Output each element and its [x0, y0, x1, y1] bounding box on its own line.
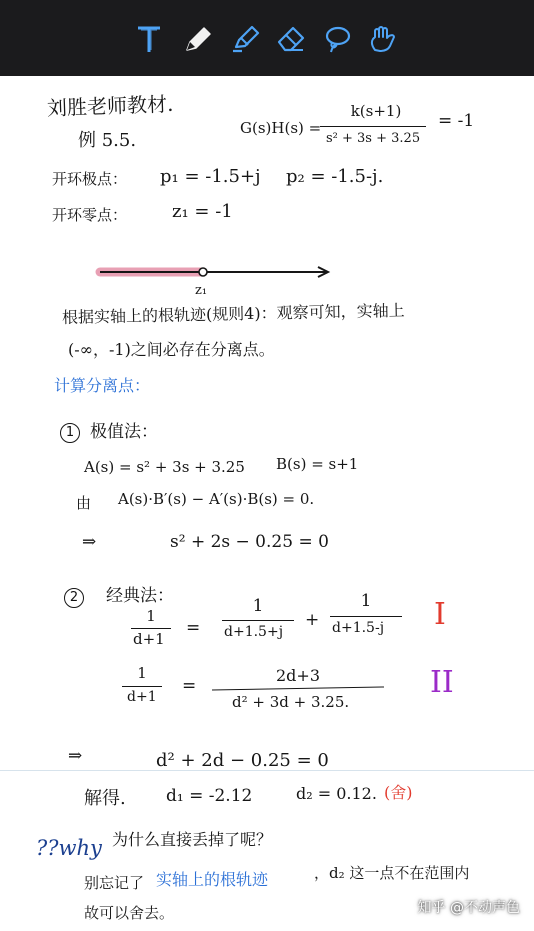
- transfer-rhs: = -1: [438, 111, 475, 131]
- m2-frac4-den: d+1: [127, 689, 157, 705]
- m2-frac4-num: 1: [137, 664, 147, 682]
- method-1-equation: A(s)·B′(s) − A′(s)·B(s) = 0.: [118, 490, 315, 508]
- zero-1: z₁ = -1: [172, 201, 233, 222]
- highlighter-tool-button[interactable]: [228, 22, 262, 56]
- m2-frac2-num: 1: [252, 596, 264, 616]
- eraser-tool-icon: [274, 22, 308, 56]
- note-title: 刘胜老师教材.: [46, 91, 174, 121]
- transfer-lhs: G(s)H(s) =: [240, 119, 322, 137]
- method-1-B: B(s) = s+1: [276, 455, 359, 473]
- m2-arrow: ⇒: [68, 746, 83, 766]
- m2-frac1-bar: [131, 628, 171, 629]
- m2-frac1-den: d+1: [133, 630, 165, 648]
- text-tool-icon: [132, 22, 166, 56]
- method-2-number: 2: [64, 588, 84, 608]
- solution-d2-note: (舍): [384, 783, 413, 802]
- m2-frac3-bar: [330, 616, 402, 617]
- pen-tool-icon: [181, 22, 215, 56]
- zeros-label: 开环零点：: [52, 206, 128, 224]
- answer-suffix: ，d₂ 这一点不在范围内: [314, 864, 470, 882]
- m2-frac3-den: d+1.5-j: [332, 620, 385, 636]
- m2-mark-1: I: [434, 597, 446, 632]
- pole-2: p₂ = -1.5-j.: [286, 166, 384, 187]
- solution-d2: d₂ = 0.12.: [296, 784, 377, 803]
- lasso-tool-icon: [320, 22, 354, 56]
- solve-label: 解得.: [84, 788, 126, 809]
- method-2-title: 经典法：: [106, 586, 174, 606]
- method-1-A: A(s) = s² + 3s + 3.25: [84, 458, 245, 476]
- solution-d1: d₁ = -2.12: [166, 786, 253, 806]
- transfer-fraction-bar: [320, 126, 426, 127]
- hand-tool-button[interactable]: [366, 22, 400, 56]
- lasso-tool-button[interactable]: [320, 22, 354, 56]
- method-1-result: s² + 2s − 0.25 = 0: [170, 532, 329, 552]
- answer-highlight: 实轴上的根轨迹: [156, 870, 269, 889]
- rule-line-1: 根据实轴上的根轨迹(规则4)：观察可知，实轴上: [61, 300, 405, 327]
- axis-zero-label: z₁: [195, 283, 208, 298]
- answer-line-2: 故可以舍去。: [84, 904, 175, 922]
- hand-tool-icon: [366, 22, 400, 56]
- pole-1: p₁ = -1.5+j: [160, 166, 261, 187]
- m2-plus: +: [305, 610, 320, 630]
- highlighter-tool-icon: [228, 22, 262, 56]
- transfer-denominator: s² + 3s + 3.25: [326, 131, 421, 146]
- m2-frac2-bar: [222, 620, 294, 621]
- method-1-arrow: ⇒: [82, 532, 97, 552]
- method-1-by: 由: [76, 494, 92, 512]
- m2-frac2-den: d+1.5+j: [224, 624, 284, 640]
- text-tool-button[interactable]: [132, 22, 166, 56]
- m2-frac4-bar: [122, 686, 162, 687]
- m2-frac5-den: d² + 3d + 3.25.: [232, 693, 350, 711]
- drawing-toolbar: [0, 0, 534, 76]
- m2-equals-1: =: [186, 618, 201, 638]
- zero-marker: [199, 268, 207, 276]
- m2-equals-2: =: [182, 676, 197, 696]
- example-label: 例 5.5.: [78, 130, 137, 151]
- transfer-numerator: k(s+1): [350, 102, 402, 120]
- rule-line-2: (-∞，-1)之间必存在分离点。: [68, 340, 275, 359]
- m2-frac1-num: 1: [146, 607, 156, 625]
- section-divider: [0, 770, 534, 771]
- m2-result: d² + 2d − 0.25 = 0: [156, 750, 329, 771]
- m2-frac5-num: 2d+3: [275, 666, 320, 685]
- answer-prefix: 别忘记了: [84, 874, 145, 892]
- pen-tool-button[interactable]: [181, 22, 215, 56]
- watermark: 知乎 @不动声色: [417, 900, 520, 916]
- poles-label: 开环极点：: [52, 170, 128, 188]
- why-question: 为什么直接丢掉了呢？: [112, 830, 273, 849]
- m2-frac3-num: 1: [360, 591, 372, 611]
- why-prefix: ??why: [36, 836, 102, 860]
- m2-mark-2: II: [430, 665, 454, 700]
- eraser-tool-button[interactable]: [274, 22, 308, 56]
- real-axis-sketch: [90, 258, 340, 298]
- method-1-title: 极值法：: [90, 422, 158, 442]
- calc-heading: 计算分离点：: [54, 376, 151, 395]
- method-1-number: 1: [60, 423, 80, 443]
